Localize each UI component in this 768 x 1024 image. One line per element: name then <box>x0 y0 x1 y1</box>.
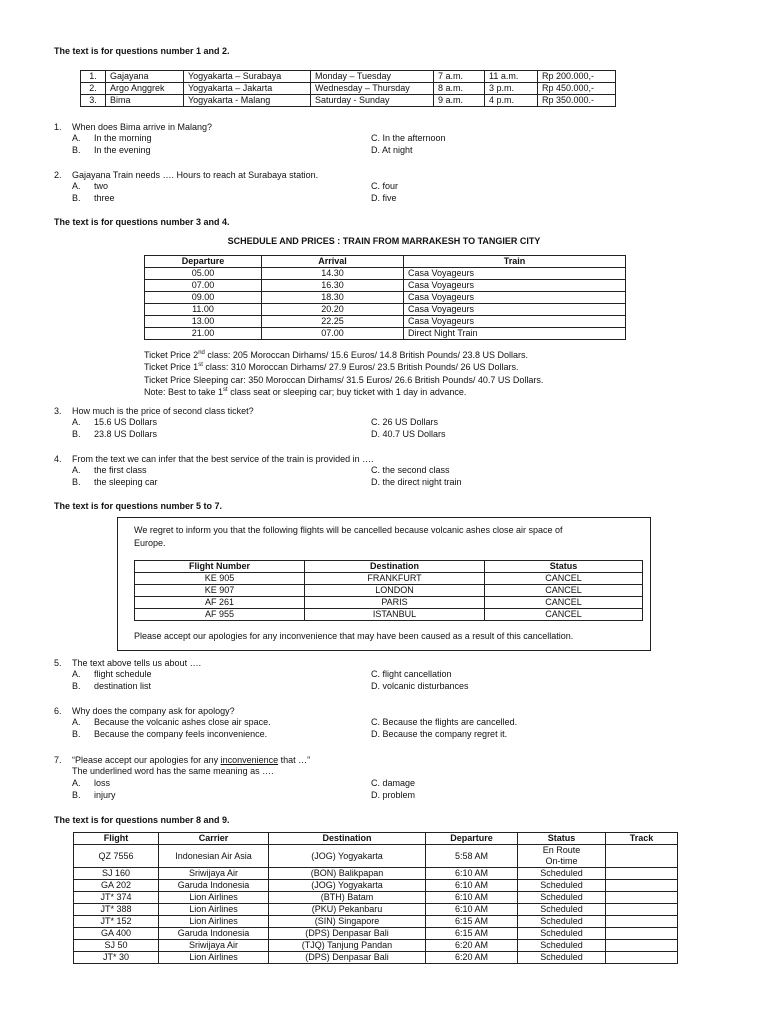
table-cell <box>606 928 678 940</box>
question-7-line2: The underlined word has the same meaning as …. <box>72 766 274 776</box>
table-cell: Rp 350.000.- <box>538 95 616 107</box>
table-cell: JT* 152 <box>74 916 159 928</box>
question-number: 5. <box>54 658 62 668</box>
table-row <box>74 880 678 892</box>
question-stem: How much is the price of second class ticket? <box>72 406 254 416</box>
notice-intro-line1: We regret to inform you that the following flights will be cancelled because volcanic ashes close air space of <box>134 525 563 535</box>
table-cell <box>606 880 678 892</box>
table-cell: 5:58 AM <box>426 845 518 868</box>
table-cell: 20.20 <box>262 304 404 316</box>
table-cell: Lion Airlines <box>159 916 269 928</box>
table-cell: Scheduled <box>518 868 606 880</box>
table-row <box>135 609 643 621</box>
option-a[interactable]: A. the first class <box>72 465 147 475</box>
table-cell: Sriwijaya Air <box>159 868 269 880</box>
table-cell: Argo Anggrek <box>106 83 184 95</box>
table-cell: 14.30 <box>262 268 404 280</box>
table-cell: (SIN) Singapore <box>269 916 426 928</box>
column-header: Arrival <box>262 256 404 268</box>
table-cell: Scheduled <box>518 928 606 940</box>
table-cell: Gajayana <box>106 71 184 83</box>
table-cell: JT* 374 <box>74 892 159 904</box>
table-cell: Yogyakarta – Surabaya <box>184 71 311 83</box>
table-row <box>81 83 616 95</box>
option-b[interactable]: B. three <box>72 193 115 203</box>
table-cell: 07.00 <box>262 328 404 340</box>
train-schedule-rows <box>81 71 616 107</box>
table-row <box>145 304 626 316</box>
table-cell: 6:15 AM <box>426 916 518 928</box>
table-cell: LONDON <box>305 585 485 597</box>
column-header: Status <box>518 833 606 845</box>
section2-heading: The text is for questions number 3 and 4. <box>54 217 230 227</box>
table-cell: (PKU) Pekanbaru <box>269 904 426 916</box>
table-cell: Monday – Tuesday <box>311 71 434 83</box>
table-cell: 3. <box>81 95 106 107</box>
column-header: Destination <box>305 561 485 573</box>
table-row <box>145 292 626 304</box>
table-cell: KE 907 <box>135 585 305 597</box>
table-cell: Casa Voyageurs <box>404 292 626 304</box>
table-row <box>135 585 643 597</box>
table-cell: Indonesian Air Asia <box>159 845 269 868</box>
table-cell: (TJQ) Tanjung Pandan <box>269 940 426 952</box>
table-cell: KE 905 <box>135 573 305 585</box>
table-cell: JT* 388 <box>74 904 159 916</box>
table-cell: Direct Night Train <box>404 328 626 340</box>
table-cell <box>606 845 678 868</box>
table-row <box>81 71 616 83</box>
marrakesh-schedule-table <box>144 255 626 340</box>
option-c[interactable]: C. the second class <box>371 465 450 475</box>
table-cell: Yogyakarta – Jakarta <box>184 83 311 95</box>
table-row <box>81 95 616 107</box>
option-b[interactable]: B. destination list <box>72 681 152 691</box>
question-stem: Why does the company ask for apology? <box>72 706 235 716</box>
header-row <box>74 833 678 845</box>
table-cell: (DPS) Denpasar Bali <box>269 952 426 964</box>
question-number: 2. <box>54 170 62 180</box>
table-cell: Rp 450.000,- <box>538 83 616 95</box>
table-cell: 9 a.m. <box>434 95 485 107</box>
table-cell: Rp 200.000,- <box>538 71 616 83</box>
table-cell: 22.25 <box>262 316 404 328</box>
table-cell: QZ 7556 <box>74 845 159 868</box>
table-cell: Lion Airlines <box>159 952 269 964</box>
option-a[interactable]: A. Because the volcanic ashes close air space. <box>72 717 271 727</box>
table-row <box>74 940 678 952</box>
table-cell: Garuda Indonesia <box>159 928 269 940</box>
table-row <box>74 916 678 928</box>
table-cell: Casa Voyageurs <box>404 304 626 316</box>
table-row <box>74 952 678 964</box>
question-stem: Gajayana Train needs …. Hours to reach at Surabaya station. <box>72 170 319 180</box>
table-row <box>135 573 643 585</box>
schedule-title: SCHEDULE AND PRICES : TRAIN FROM MARRAKESH TO TANGIER CITY <box>227 236 541 246</box>
option-b[interactable]: B. injury <box>72 790 116 800</box>
option-d[interactable]: D. problem <box>371 790 416 800</box>
table-row <box>145 316 626 328</box>
marrakesh-schedule-header <box>145 256 626 268</box>
table-cell: Lion Airlines <box>159 904 269 916</box>
question-number: 6. <box>54 706 62 716</box>
table-cell: 05.00 <box>145 268 262 280</box>
table-cell: 6:15 AM <box>426 928 518 940</box>
table-cell <box>606 892 678 904</box>
table-cell: Scheduled <box>518 916 606 928</box>
table-cell: Yogyakarta - Malang <box>184 95 311 107</box>
table-cell <box>606 952 678 964</box>
table-cell: CANCEL <box>485 597 643 609</box>
table-cell: Scheduled <box>518 880 606 892</box>
table-cell: Sriwijaya Air <box>159 940 269 952</box>
table-cell: Casa Voyageurs <box>404 316 626 328</box>
table-cell: (DPS) Denpasar Bali <box>269 928 426 940</box>
table-cell: AF 261 <box>135 597 305 609</box>
table-cell: (JOG) Yogyakarta <box>269 880 426 892</box>
column-header: Flight <box>74 833 159 845</box>
option-a[interactable]: A. two <box>72 181 109 191</box>
table-cell <box>606 868 678 880</box>
option-c[interactable]: C. flight cancellation <box>371 669 452 679</box>
option-b[interactable]: B. 23.8 US Dollars <box>72 429 158 439</box>
option-d[interactable]: D. five <box>371 193 397 203</box>
table-cell: 6:20 AM <box>426 952 518 964</box>
table-cell: Casa Voyageurs <box>404 280 626 292</box>
table-cell: Scheduled <box>518 892 606 904</box>
table-cell: CANCEL <box>485 585 643 597</box>
price-first-class: Ticket Price 1st class: 310 Moroccan Dirhams/ 27.9 Euros/ 23.5 British Pounds/ 26 US Dollars. <box>144 362 519 372</box>
table-cell <box>606 940 678 952</box>
table-cell: 3 p.m. <box>485 83 538 95</box>
table-row <box>145 268 626 280</box>
cancelled-flights-rows <box>135 573 643 621</box>
table-cell: (BTH) Batam <box>269 892 426 904</box>
option-a[interactable]: A. In the morning <box>72 133 152 143</box>
table-cell: ISTANBUL <box>305 609 485 621</box>
departures-table <box>73 832 678 964</box>
table-cell: 16.30 <box>262 280 404 292</box>
table-cell: Saturday - Sunday <box>311 95 434 107</box>
table-cell: Bima <box>106 95 184 107</box>
table-row <box>74 845 678 868</box>
table-cell: Wednesday – Thursday <box>311 83 434 95</box>
header-row <box>135 561 643 573</box>
option-c[interactable]: C. four <box>371 181 399 191</box>
option-d[interactable]: D. 40.7 US Dollars <box>371 429 446 439</box>
option-c[interactable]: C. 26 US Dollars <box>371 417 439 427</box>
table-cell: (BON) Balikpapan <box>269 868 426 880</box>
cancelled-flights-header <box>135 561 643 573</box>
status-cell <box>518 845 606 868</box>
table-cell: 18.30 <box>262 292 404 304</box>
price-sleeping-car: Ticket Price Sleeping car: 350 Moroccan Dirhams/ 31.5 Euros/ 26.6 British Pounds/ 40.7 US Dollars. <box>144 375 544 385</box>
status-line: En Route <box>542 845 581 855</box>
table-cell: AF 955 <box>135 609 305 621</box>
option-a[interactable]: A. loss <box>72 778 111 788</box>
table-cell: 6:10 AM <box>426 904 518 916</box>
section4-heading: The text is for questions number 8 and 9. <box>54 815 230 825</box>
status-line: On-time <box>545 856 578 866</box>
question-stem: “Please accept our apologies for any inconvenience that …” <box>72 755 311 765</box>
column-header: Status <box>485 561 643 573</box>
marrakesh-schedule-rows <box>145 268 626 340</box>
table-row <box>74 868 678 880</box>
header-row <box>145 256 626 268</box>
table-row <box>135 597 643 609</box>
table-cell <box>606 904 678 916</box>
table-cell: SJ 160 <box>74 868 159 880</box>
table-row <box>74 904 678 916</box>
option-d[interactable]: D. Because the company regret it. <box>371 729 508 739</box>
option-b[interactable]: B. the sleeping car <box>72 477 158 487</box>
option-b[interactable]: B. In the evening <box>72 145 151 155</box>
question-number: 3. <box>54 406 62 416</box>
section3-heading: The text is for questions number 5 to 7. <box>54 501 223 511</box>
table-cell: 6:10 AM <box>426 880 518 892</box>
option-b[interactable]: B. Because the company feels inconvenience. <box>72 729 268 739</box>
table-cell: 09.00 <box>145 292 262 304</box>
table-cell: CANCEL <box>485 573 643 585</box>
option-c[interactable]: C. damage <box>371 778 416 788</box>
section1-heading: The text is for questions number 1 and 2. <box>54 46 230 56</box>
table-cell: 6:10 AM <box>426 868 518 880</box>
option-a[interactable]: A. 15.6 US Dollars <box>72 417 158 427</box>
table-cell: 4 p.m. <box>485 95 538 107</box>
table-cell: 7 a.m. <box>434 71 485 83</box>
table-cell <box>606 916 678 928</box>
table-cell: 6:10 AM <box>426 892 518 904</box>
table-cell: 8 a.m. <box>434 83 485 95</box>
table-cell: GA 400 <box>74 928 159 940</box>
table-cell: JT* 30 <box>74 952 159 964</box>
column-header: Departure <box>426 833 518 845</box>
table-cell: 07.00 <box>145 280 262 292</box>
column-header: Flight Number <box>135 561 305 573</box>
table-row <box>74 928 678 940</box>
column-header: Track <box>606 833 678 845</box>
question-number: 1. <box>54 122 62 132</box>
table-cell: SJ 50 <box>74 940 159 952</box>
table-cell: 21.00 <box>145 328 262 340</box>
table-cell: 6:20 AM <box>426 940 518 952</box>
question-number: 7. <box>54 755 62 765</box>
table-cell: 2. <box>81 83 106 95</box>
table-cell: Scheduled <box>518 904 606 916</box>
departures-rows <box>74 845 678 964</box>
cancelled-flights-table <box>134 560 643 621</box>
table-cell: Scheduled <box>518 952 606 964</box>
price-note: Note: Best to take 1st class seat or sleeping car; buy ticket with 1 day in advance. <box>144 387 467 397</box>
table-row <box>145 328 626 340</box>
column-header: Carrier <box>159 833 269 845</box>
table-cell: 1. <box>81 71 106 83</box>
column-header: Departure <box>145 256 262 268</box>
table-cell: 11 a.m. <box>485 71 538 83</box>
table-cell: FRANKFURT <box>305 573 485 585</box>
option-c[interactable]: C. Because the flights are cancelled. <box>371 717 518 727</box>
table-cell: 11.00 <box>145 304 262 316</box>
table-cell: PARIS <box>305 597 485 609</box>
table-cell: Scheduled <box>518 940 606 952</box>
underlined-word: inconvenience <box>220 755 279 765</box>
option-a[interactable]: A. flight schedule <box>72 669 152 679</box>
table-cell: (JOG) Yogyakarta <box>269 845 426 868</box>
column-header: Destination <box>269 833 426 845</box>
option-d[interactable]: D. the direct night train <box>371 477 462 487</box>
option-d[interactable]: D. At night <box>371 145 413 155</box>
table-cell: Lion Airlines <box>159 892 269 904</box>
question-stem: From the text we can infer that the best service of the train is provided in …. <box>72 454 374 464</box>
notice-intro-line2: Europe. <box>134 538 166 548</box>
train-schedule-table <box>80 70 616 107</box>
table-cell: GA 202 <box>74 880 159 892</box>
table-row <box>74 892 678 904</box>
question-stem: When does Bima arrive in Malang? <box>72 122 213 132</box>
table-cell: 13.00 <box>145 316 262 328</box>
question-number: 4. <box>54 454 62 464</box>
departures-header <box>74 833 678 845</box>
price-second-class: Ticket Price 2nd class: 205 Moroccan Dirhams/ 15.6 Euros/ 14.8 British Pounds/ 23.8 US Dollars. <box>144 350 529 360</box>
option-d[interactable]: D. volcanic disturbances <box>371 681 469 691</box>
table-cell: CANCEL <box>485 609 643 621</box>
column-header: Train <box>404 256 626 268</box>
option-c[interactable]: C. In the afternoon <box>371 133 446 143</box>
notice-closing: Please accept our apologies for any inconvenience that may have been caused as a result of this cancellation. <box>134 631 574 641</box>
table-cell: Garuda Indonesia <box>159 880 269 892</box>
table-cell: Casa Voyageurs <box>404 268 626 280</box>
question-stem: The text above tells us about …. <box>72 658 202 668</box>
table-row <box>145 280 626 292</box>
